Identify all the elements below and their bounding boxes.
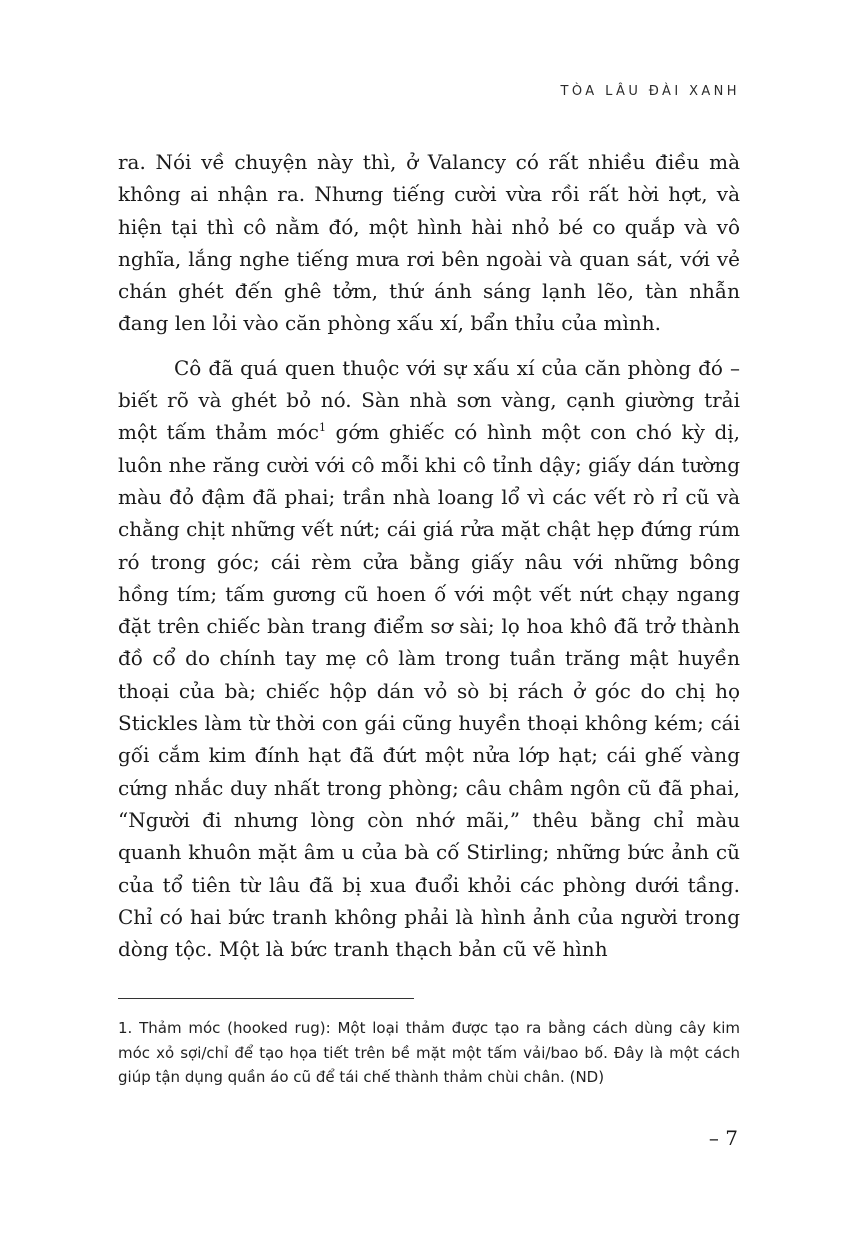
- page-number: – 7: [708, 1126, 738, 1150]
- paragraph-2: [118, 352, 740, 966]
- main-text: [118, 146, 740, 965]
- footnote-reference[interactable]: 1: [319, 421, 326, 435]
- paragraph-2-start: Cô đã quá quen thuộc với sự xấu xí của căn phòng đó – biết rõ và ghét bỏ nó. Sàn nhà sơn vàng, cạnh giường trải một tấm thảm móc: [118, 355, 740, 445]
- footnote-divider: [118, 998, 414, 999]
- running-head-title: TÒA LÂU ĐÀI XANH: [560, 84, 740, 99]
- paragraph-1: ra. Nói về chuyện này thì, ở Valancy có rất nhiều điều mà không ai nhận ra. Nhưng tiếng cười vừa rồi rất hời hợt, và hiện tại thì cô nằm đó, một hình hài nhỏ bé co quắp và vô nghĩa, lắng nghe tiếng mưa rơi bên ngoài và quan sát, với vẻ chán ghét đến ghê tởm, thứ ánh sáng lạnh lẽo, tàn nhẫn đang len lỏi vào căn phòng xấu xí, bẩn thỉu của mình.: [118, 150, 740, 336]
- footnote-text: 1. Thảm móc (hooked rug): Một loại thảm được tạo ra bằng cách dùng cây kim móc xỏ sợi/chỉ để tạo họa tiết trên bề mặt một tấm vải/bao bố. Đây là một cách giúp tận dụng quần áo cũ để tái chế thành thảm chùi chân. (ND): [118, 1019, 740, 1086]
- paragraph-2-rest: gớm ghiếc có hình một con chó kỳ dị, luôn nhe răng cười với cô mỗi khi cô tỉnh dậy; giấy dán tường màu đỏ đậm đã phai; trần nhà loang lổ vì các vết rò rỉ cũ và chằng chịt những vết nứt; cái giá rửa mặt chật hẹp đứng rúm ró trong góc; cái rèm cửa bằng giấy nâu với những bông hồng tím; tấm gương cũ hoen ố với một vết nứt chạy ngang đặt trên chiếc bàn trang điểm sơ sài; lọ hoa khô đã trở thành đồ cổ do chính tay mẹ cô làm trong tuần trăng mật huyền thoại của bà; chiếc hộp dán vỏ sò bị rách ở góc do chị họ Stickles làm từ thời con gái cũng huyền thoại không kém; cái gối cắm kim đính hạt đã đứt một nửa lớp hạt; cái ghế vàng cứng nhắc duy nhất trong phòng; câu châm ngôn cũ đã phai, “Người đi nhưng lòng còn nhớ mãi,” thêu bằng chỉ màu quanh khuôn mặt âm u của bà cố Stirling; những bức ảnh cũ của tổ tiên từ lâu đã bị xua đuổi khỏi các phòng dưới tầng. Chỉ có hai bức tranh không phải là hình ảnh của người trong dòng tộc. Một là bức tranh thạch bản cũ vẽ hình: [118, 420, 740, 962]
